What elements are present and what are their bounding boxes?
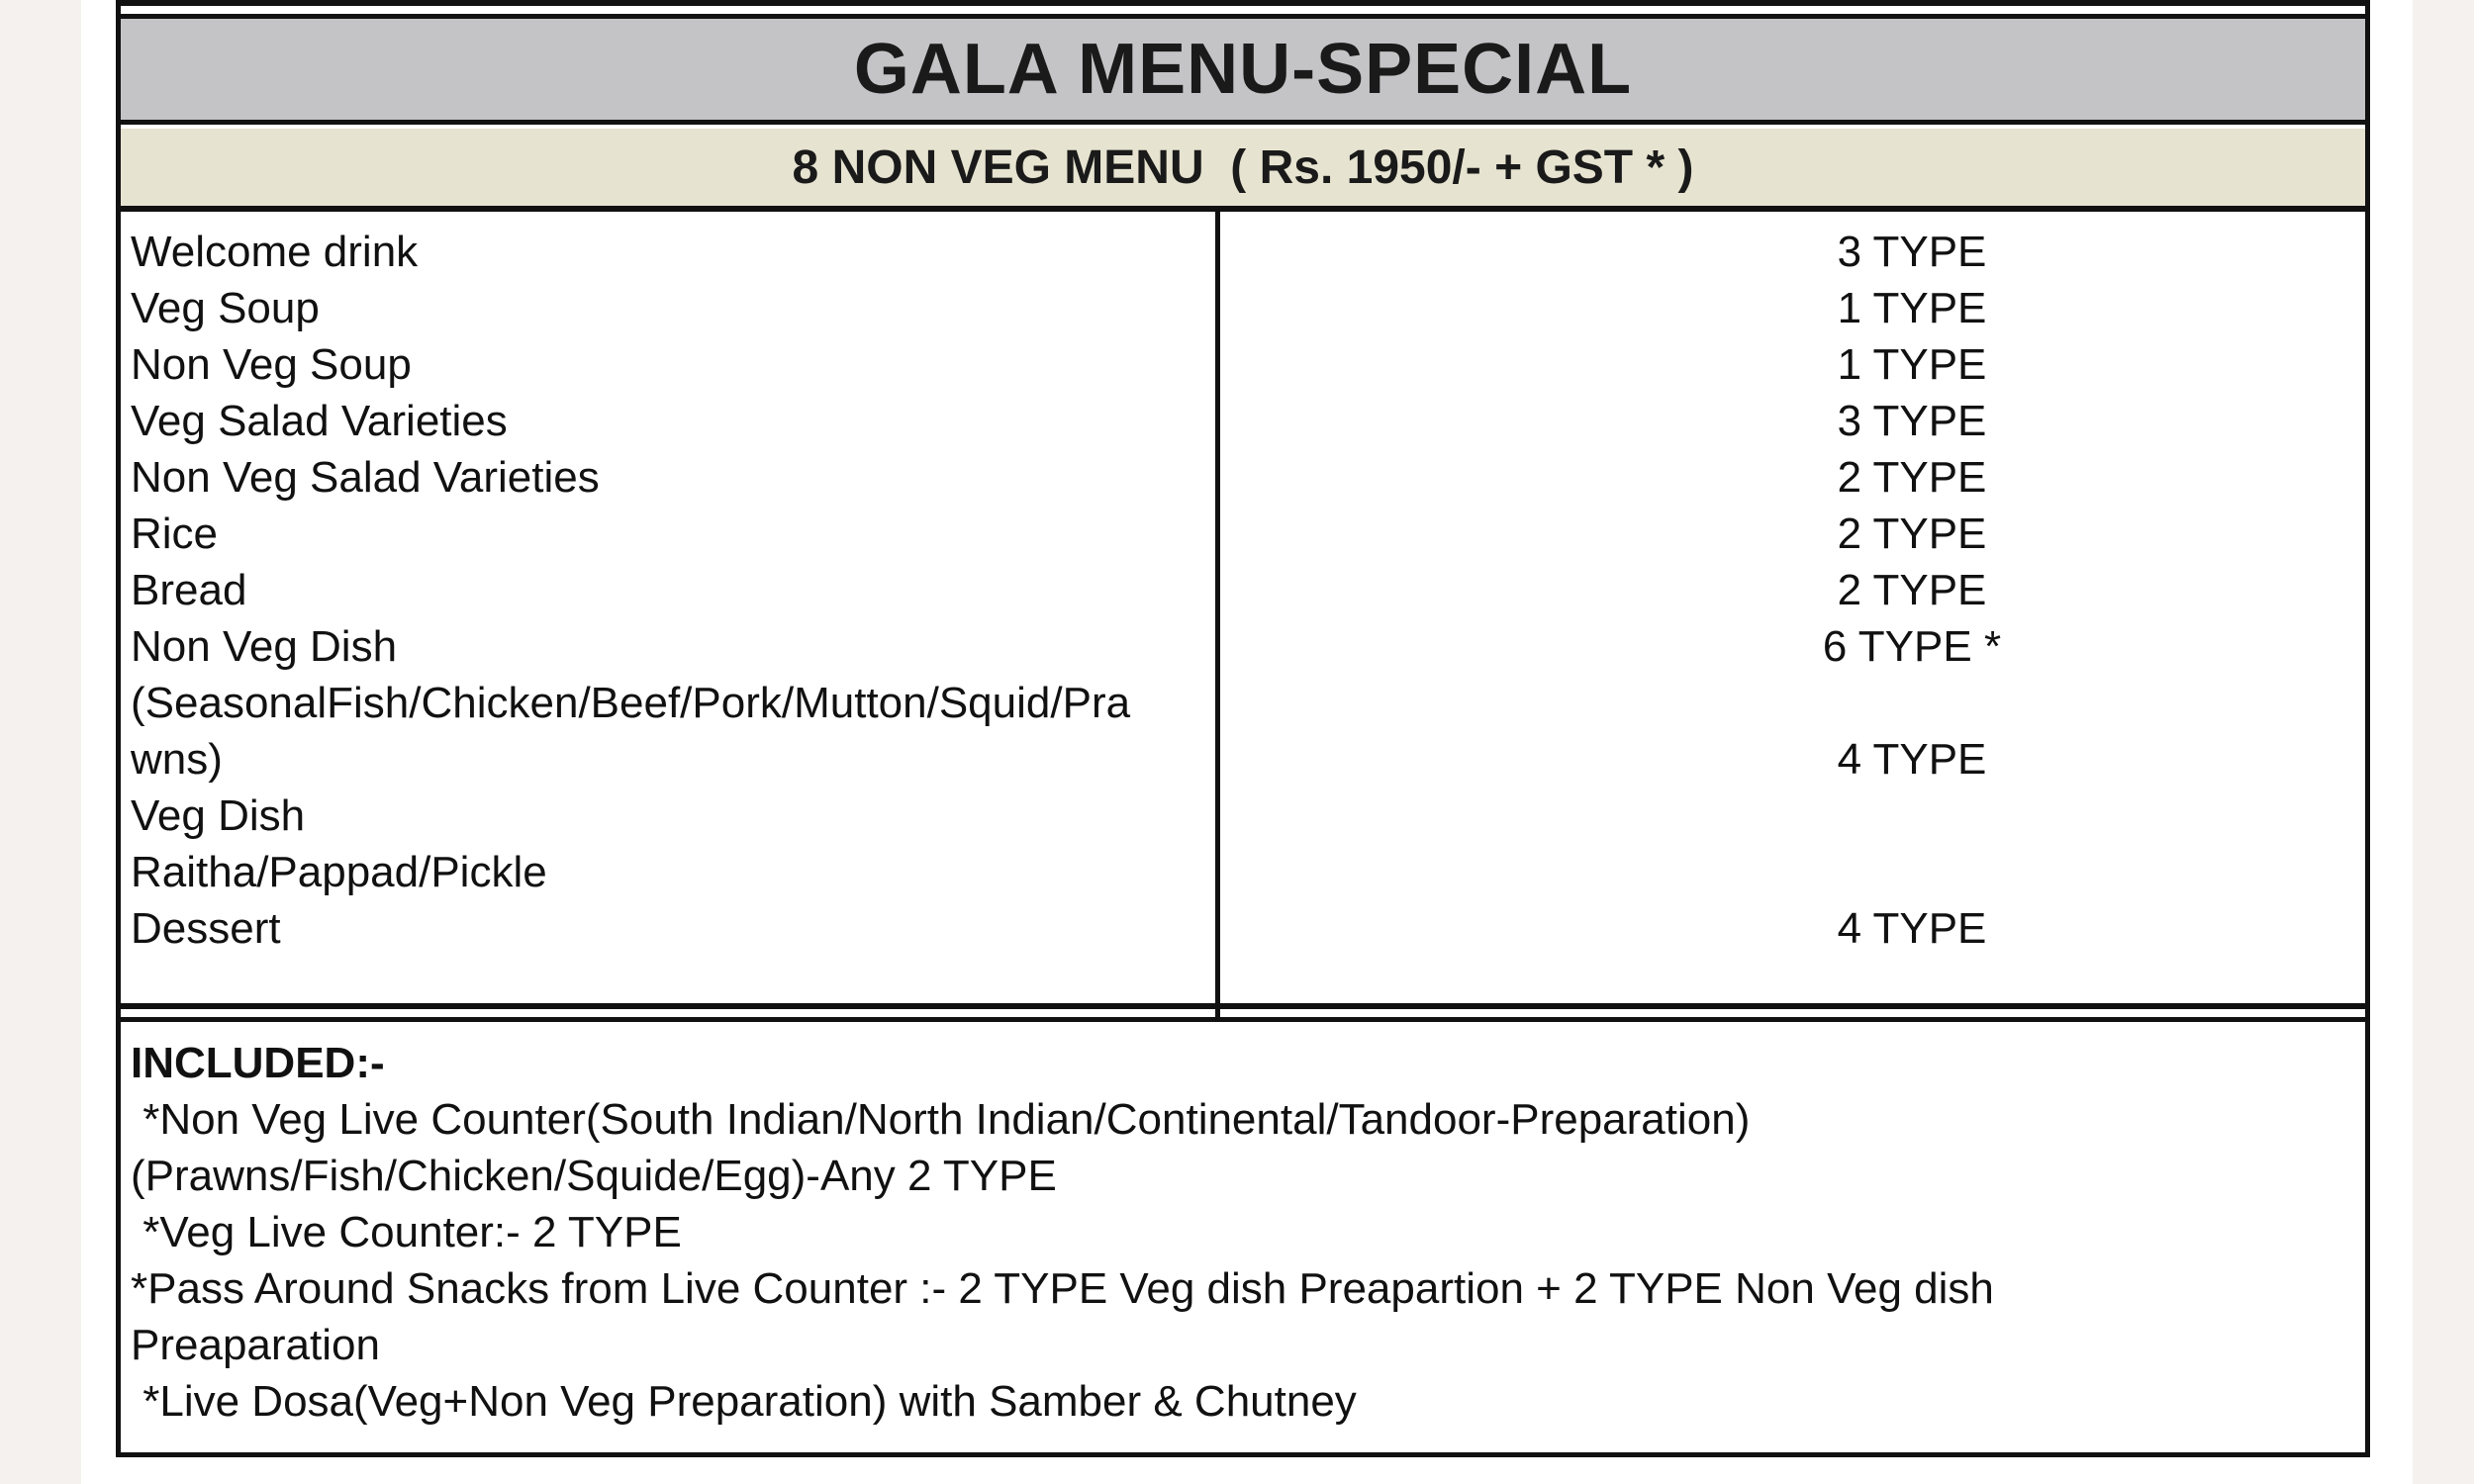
- included-line: *Non Veg Live Counter(South Indian/North Indian/Continental/Tandoor-Preparation): [131, 1095, 1751, 1144]
- included-line: (Prawns/Fish/Chicken/Squide/Egg)-Any 2 TYPE: [131, 1152, 1057, 1200]
- included-heading: INCLUDED:-: [131, 1039, 385, 1087]
- item-name: Non Veg Soup: [131, 340, 412, 389]
- price-band: [121, 129, 2365, 212]
- item-name: Non Veg Dish: [131, 622, 398, 671]
- table-row: [121, 506, 2365, 562]
- item-quantity: 2 TYPE: [1837, 510, 1987, 558]
- title-band: [121, 14, 2365, 125]
- menu-items-table: [121, 212, 2365, 1003]
- item-quantity: 1 TYPE: [1837, 284, 1987, 332]
- included-line: *Veg Live Counter:- 2 TYPE: [131, 1208, 682, 1256]
- table-row: [121, 280, 2365, 336]
- included-top-rule: [121, 1017, 2365, 1022]
- top-rule: [121, 0, 2365, 6]
- item-quantity: 3 TYPE: [1837, 397, 1987, 445]
- item-name: Bread: [131, 566, 247, 614]
- item-name: Veg Soup: [131, 284, 320, 332]
- item-quantity: 2 TYPE: [1837, 453, 1987, 502]
- table-row: [121, 900, 2365, 957]
- table-row: [121, 393, 2365, 449]
- menu-subtitle: 8 NON VEG MENU ( Rs. 1950/- + GST * ): [792, 140, 1694, 194]
- table-row: [121, 844, 2365, 900]
- menu-title: GALA MENU-SPECIAL: [853, 30, 1633, 109]
- included-line: Preaparation: [131, 1321, 380, 1369]
- included-section: [121, 1035, 2365, 1440]
- table-row: [121, 562, 2365, 618]
- item-name: (SeasonalFish/Chicken/Beef/Pork/Mutton/Squid/Pra: [131, 679, 1131, 727]
- item-quantity: 6 TYPE *: [1822, 622, 2002, 671]
- included-line: *Pass Around Snacks from Live Counter :- 2 TYPE Veg dish Preapartion + 2 TYPE Non Veg dish: [131, 1264, 1994, 1313]
- table-row: [121, 618, 2365, 675]
- item-quantity: 4 TYPE: [1837, 735, 1987, 784]
- item-name: wns): [131, 735, 223, 784]
- table-row: [121, 449, 2365, 506]
- item-name: Dessert: [131, 904, 281, 953]
- item-quantity: 2 TYPE: [1837, 566, 1987, 614]
- table-row: [121, 675, 2365, 731]
- item-name: Welcome drink: [131, 228, 419, 276]
- item-name: Veg Salad Varieties: [131, 397, 508, 445]
- included-line: *Live Dosa(Veg+Non Veg Preparation) with Samber & Chutney: [131, 1377, 1357, 1426]
- item-name: Veg Dish: [131, 791, 306, 840]
- item-quantity: 4 TYPE: [1837, 904, 1987, 953]
- table-bottom-rule: [121, 1003, 2365, 1009]
- item-quantity: 3 TYPE: [1837, 228, 1987, 276]
- table-row: [121, 731, 2365, 788]
- table-row: [121, 788, 2365, 844]
- table-row: [121, 336, 2365, 393]
- item-name: Non Veg Salad Varieties: [131, 453, 600, 502]
- item-name: Raitha/Pappad/Pickle: [131, 848, 547, 896]
- menu-card: [116, 0, 2370, 1457]
- table-row: [121, 224, 2365, 280]
- item-name: Rice: [131, 510, 219, 558]
- item-quantity: 1 TYPE: [1837, 340, 1987, 389]
